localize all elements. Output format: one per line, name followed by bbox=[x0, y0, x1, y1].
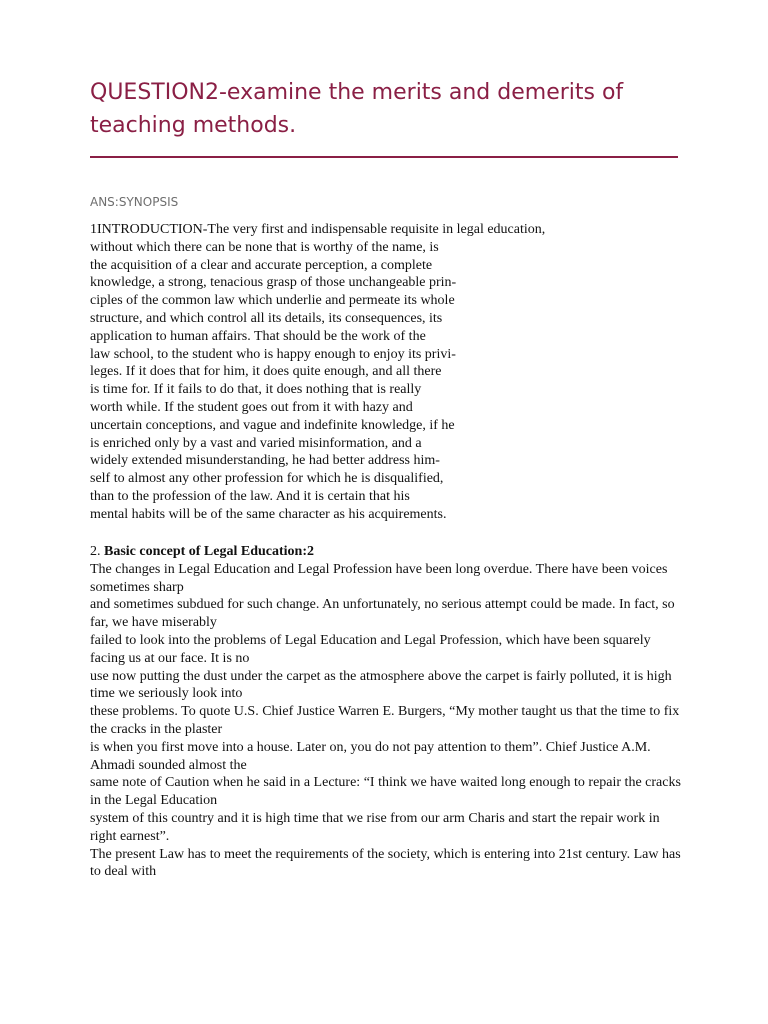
synopsis-label: ANS:SYNOPSIS bbox=[90, 195, 179, 209]
section-2-heading bbox=[90, 543, 682, 561]
intro-line: uncertain conceptions, and vague and indefinite knowledge, if he bbox=[90, 417, 455, 433]
title-divider bbox=[90, 156, 678, 158]
intro-line: is enriched only by a vast and varied misinformation, and a bbox=[90, 435, 422, 451]
intro-line: widely extended misunderstanding, he had better address him- bbox=[90, 453, 440, 469]
introduction-paragraph bbox=[90, 221, 590, 524]
section-2-title: Basic concept of Legal Education:2 bbox=[104, 544, 314, 559]
intro-line: self to almost any other profession for which he is disqualified, bbox=[90, 471, 444, 487]
section-2-line: use now putting the dust under the carpet as the atmosphere above the carpet is fairly polluted, it is high time we seriously look into bbox=[90, 668, 672, 702]
document-title: QUESTION2-examine the merits and demerits of teaching methods. bbox=[90, 80, 624, 138]
intro-line: knowledge, a strong, tenacious grasp of those unchangeable prin- bbox=[90, 275, 457, 291]
intro-line: the acquisition of a clear and accurate perception, a complete bbox=[90, 257, 433, 273]
intro-line: ciples of the common law which underlie and permeate its whole bbox=[90, 293, 455, 309]
section-2-line: these problems. To quote U.S. Chief Justice Warren E. Burgers, “My mother taught us that the time to fix the cracks in the plaster bbox=[90, 704, 680, 737]
section-2-line: and sometimes subdued for such change. An unfortunately, no serious attempt could be made. In fact, so far, we have miserably bbox=[90, 597, 675, 631]
intro-line: without which there can be none that is worthy of the name, is bbox=[90, 239, 439, 255]
section-2-line: system of this country and it is high time that we rise from our arm Charis and start the repair work in right earnest”. bbox=[90, 810, 660, 844]
intro-line: 1INTRODUCTION-The very first and indispensable requisite in legal education, bbox=[90, 222, 546, 237]
section-2-line: same note of Caution when he said in a Lecture: “I think we have waited long enough to repair the cracks in the Legal Education bbox=[90, 775, 681, 809]
section-2-line: failed to look into the problems of Legal Education and Legal Profession, which have been squarely facing us at our face. It is no bbox=[90, 632, 651, 666]
intro-line: is time for. If it fails to do that, it does nothing that is really bbox=[90, 382, 422, 398]
section-2 bbox=[90, 543, 682, 881]
section-2-line: The present Law has to meet the requirements of the society, which is entering into 21st century. Law has to deal with bbox=[90, 846, 681, 880]
intro-line: application to human affairs. That should be the work of the bbox=[90, 328, 426, 344]
section-2-number: 2. bbox=[90, 544, 101, 559]
intro-line: law school, to the student who is happy enough to enjoy its privi- bbox=[90, 346, 456, 362]
intro-line: structure, and which control all its details, its consequences, its bbox=[90, 310, 443, 326]
section-2-line: The changes in Legal Education and Legal Profession have been long overdue. There have been voices sometimes sharp bbox=[90, 561, 668, 595]
intro-line: worth while. If the student goes out from it with hazy and bbox=[90, 399, 413, 415]
intro-line: leges. If it does that for him, it does quite enough, and all there bbox=[90, 364, 442, 380]
section-2-line: is when you first move into a house. Later on, you do not pay attention to them”. Chief Justice A.M. Ahmadi sounded almost the bbox=[90, 739, 651, 773]
intro-line: mental habits will be of the same character as his acquirements. bbox=[90, 506, 447, 522]
intro-line: than to the profession of the law. And it is certain that his bbox=[90, 488, 410, 504]
